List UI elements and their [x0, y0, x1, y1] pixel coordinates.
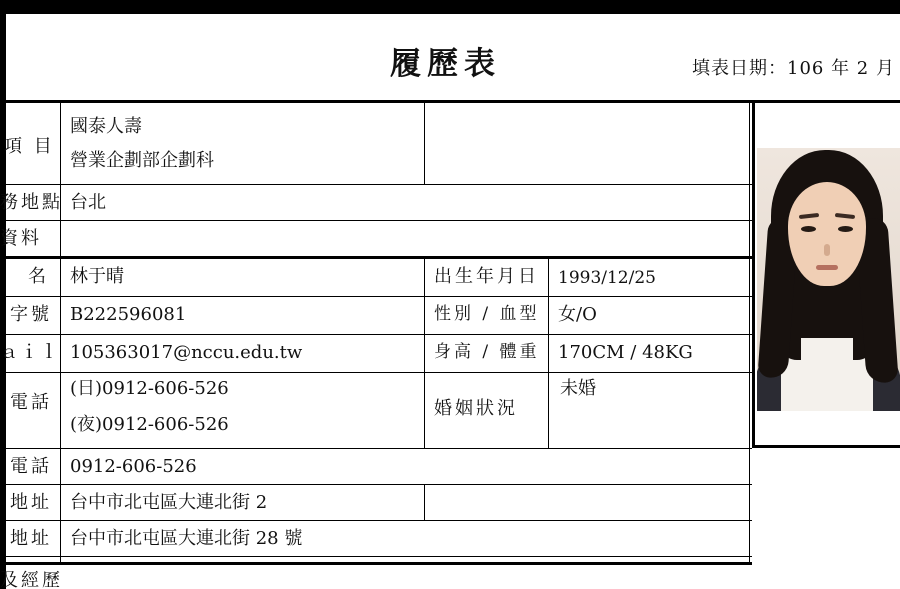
address-value-2: 台中市北屯區大連北街 28 號: [70, 528, 303, 549]
gender-blood-value: 女/O: [558, 304, 597, 325]
applicant-photo: [757, 148, 900, 411]
photo-nose: [824, 244, 830, 256]
marital-status-value: 未婚: [560, 378, 596, 399]
vrule-mid-col-2: [424, 484, 425, 520]
id-number-label: 字號: [10, 304, 52, 325]
marital-status-label: 婚姻狀況: [434, 398, 518, 419]
rule-personal-header: [0, 256, 752, 259]
rule-top: [0, 100, 752, 103]
apply-company-line2: 營業企劃部企劃科: [70, 150, 214, 171]
rule-experience-top: [0, 562, 752, 565]
home-phone-label: 電話: [10, 392, 52, 413]
vrule-label-col: [60, 256, 61, 562]
apply-company-line1: 國泰人壽: [70, 116, 142, 137]
rule-row6: [0, 520, 752, 521]
experience-section-label: 及經歷: [0, 570, 63, 589]
photo-collar-v: [801, 338, 853, 388]
email-value: 105363017@nccu.edu.tw: [70, 342, 303, 363]
address-label-1: 地址: [10, 492, 52, 513]
email-label: ａｉｌ: [0, 342, 60, 363]
home-phone-night: (夜)0912-606-526: [70, 414, 229, 435]
rule-location-bottom: [0, 220, 752, 221]
address-value-1: 台中市北屯區大連北街 2: [70, 492, 268, 513]
photo-face: [788, 182, 866, 286]
rule-row3: [0, 372, 752, 373]
id-number-value: B222596081: [70, 304, 187, 325]
rule-row2: [0, 334, 752, 335]
work-location-value: 台北: [70, 192, 106, 213]
birthday-label: 出生年月日: [434, 266, 539, 287]
page-title: 履歷表: [390, 46, 501, 82]
name-value: 林于晴: [70, 266, 124, 287]
rule-row4: [0, 448, 752, 449]
vrule-label-col-top: [60, 100, 61, 256]
name-label: 名: [28, 266, 49, 287]
work-location-label: 務地點: [0, 192, 63, 213]
apply-section-label: 項 目: [4, 136, 55, 157]
rule-row5: [0, 484, 752, 485]
rule-apply-bottom: [0, 184, 752, 185]
vrule-table-right: [749, 100, 750, 562]
scan-edge-top: [0, 0, 900, 14]
home-phone-day: (日)0912-606-526: [70, 378, 229, 399]
mobile-phone-label: 電話: [10, 456, 52, 477]
photo-eye-right: [838, 226, 853, 232]
photo-mouth: [816, 265, 838, 270]
vrule-right-col: [548, 256, 549, 448]
rule-row7: [0, 556, 752, 557]
photo-eye-left: [801, 226, 816, 232]
personal-section-label: 資料: [0, 228, 42, 249]
rule-row1: [0, 296, 752, 297]
vrule-mid-col: [424, 256, 425, 448]
height-weight-value: 170CM / 48KG: [558, 342, 693, 363]
birthday-value: 1993/12/25: [558, 268, 656, 288]
scan-edge-left: [0, 0, 6, 589]
mobile-phone-value: 0912-606-526: [70, 456, 197, 477]
height-weight-label: 身高 / 體重: [434, 342, 540, 362]
fill-date-text: 填表日期：106 年 2 月: [692, 58, 895, 79]
address-label-2: 地址: [10, 528, 52, 549]
vrule-apply-mid: [424, 100, 425, 184]
gender-blood-label: 性別 / 血型: [434, 304, 540, 324]
